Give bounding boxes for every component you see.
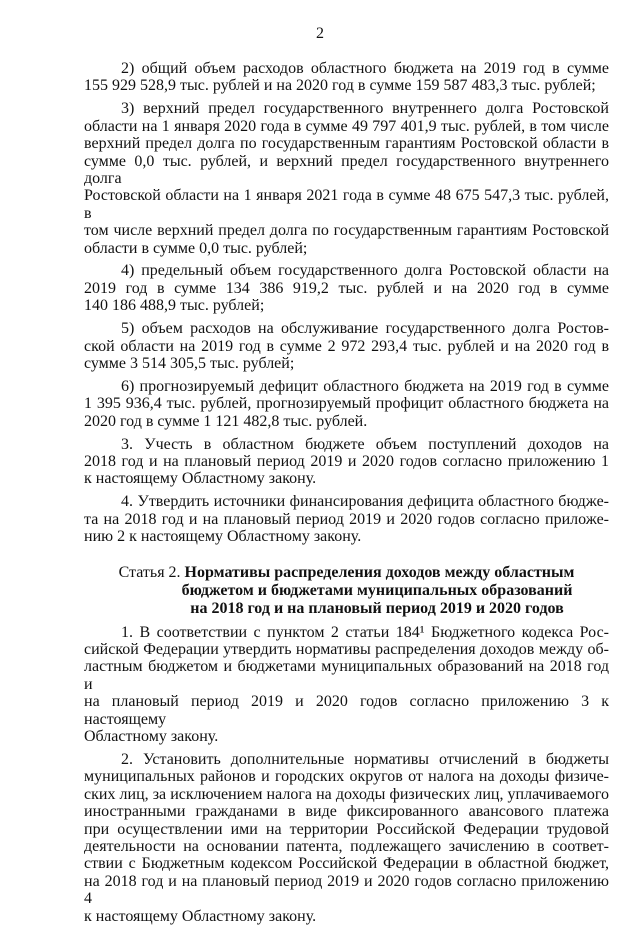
paragraph xyxy=(84,60,609,95)
text-line: к настоящему Областному закону. xyxy=(84,907,317,925)
heading-text: бюджетом и бюджетами муниципальных образований xyxy=(181,581,573,599)
heading-line xyxy=(84,564,609,582)
text-line: 140 186 488,9 тыс. рублей; xyxy=(84,297,265,315)
text-line: иностранными гражданами в виде фиксированного авансового платежа xyxy=(84,803,609,821)
text-line: Ростовской области на 1 января 2021 года в сумме 48 675 547,3 тыс. рублей, в xyxy=(84,187,609,222)
text-line: 6) прогнозируемый дефицит областного бюджета на 2019 год в сумме xyxy=(121,377,609,395)
heading-line xyxy=(145,600,609,618)
text-line: ластным бюджетом и бюджетами муниципальных образований на 2018 год и xyxy=(84,658,609,693)
text-line: Областному закону. xyxy=(84,728,219,745)
text-line: области на 1 января 2020 года в сумме 49 797 401,9 тыс. рублей, в том числе xyxy=(84,117,609,135)
text-line: 2018 год и на плановый период 2019 и 2020 годов согласно приложению 1 xyxy=(84,453,609,471)
paragraph xyxy=(84,436,609,488)
text-line: 1 395 936,4 тыс. рублей, прогнозируемый профицит областного бюджета на xyxy=(84,395,609,413)
text-line: сийской Федерации утвердить нормативы распределения доходов между об- xyxy=(84,640,609,658)
text-line: сумме 0,0 тыс. рублей, и верхний предел государственного внутреннего долга xyxy=(84,152,609,187)
paragraph xyxy=(84,624,609,746)
text-line: деятельности на основании патента, подлежащего зачислению в соответ- xyxy=(84,837,609,855)
paragraph xyxy=(84,493,609,545)
text-line: на плановый период 2019 и 2020 годов согласно приложению 3 к настоящему xyxy=(84,693,609,728)
text-line: та на 2018 год и на плановый период 2019 и 2020 годов согласно приложе- xyxy=(84,510,609,528)
text-line: 2020 год в сумме 1 121 482,8 тыс. рублей. xyxy=(84,412,368,430)
article-label: Статья 2. xyxy=(118,563,185,581)
heading-text: на 2018 год и на плановый период 2019 и 2020 годов xyxy=(190,599,564,617)
text-line: 1. В соответствии с пунктом 2 статьи 184¹ Бюджетного кодекса Рос- xyxy=(121,623,609,641)
article-heading xyxy=(84,564,609,618)
text-line: муниципальных районов и городских округов от налога на доходы физиче- xyxy=(84,768,609,786)
text-line: ствии с Бюджетным кодексом Российской Федерации в областной бюджет, xyxy=(84,855,609,873)
text-line: 2. Установить дополнительные нормативы отчислений в бюджеты xyxy=(121,750,609,768)
text-line: 2) общий объем расходов областного бюджета на 2019 год в сумме xyxy=(121,60,609,77)
document-body xyxy=(84,60,609,930)
paragraph xyxy=(84,320,609,372)
text-line: 3) верхний предел государственного внутреннего долга Ростовской xyxy=(121,100,609,118)
text-line: 4. Утвердить источники финансирования дефицита областного бюдже- xyxy=(121,493,609,511)
text-line: ских лиц, за исключением налога на доходы физических лиц, уплачиваемого xyxy=(84,785,609,803)
text-line: нию 2 к настоящему Областному закону. xyxy=(84,528,362,546)
paragraph xyxy=(84,378,609,430)
text-line: 4) предельный объем государственного долга Ростовской области на xyxy=(121,262,609,280)
text-line: ской области на 2019 год в сумме 2 972 293,4 тыс. рублей и на 2020 год в xyxy=(84,337,609,355)
text-line: на 2018 год и на плановый период 2019 и 2020 годов согласно приложению 4 xyxy=(84,872,609,908)
text-line: том числе верхний предел долга по государственным гарантиям Ростовской xyxy=(84,222,609,240)
paragraph xyxy=(84,751,609,925)
text-line: верхний предел долга по государственным гарантиям Ростовской области в xyxy=(84,135,609,153)
paragraph xyxy=(84,262,609,314)
text-line: сумме 3 514 305,5 тыс. рублей; xyxy=(84,355,295,372)
paragraph xyxy=(84,100,609,257)
text-line: области в сумме 0,0 тыс. рублей; xyxy=(84,239,308,257)
text-line: к настоящему Областному закону. xyxy=(84,470,317,488)
text-line: 3. Учесть в областном бюджете объем поступлений доходов на xyxy=(121,435,609,453)
heading-text: Нормативы распределения доходов между областным xyxy=(184,563,575,581)
text-line: 2019 год в сумме 134 386 919,2 тыс. рублей и на 2020 год в сумме xyxy=(84,279,609,297)
text-line: 5) объем расходов на обслуживание государственного долга Ростов- xyxy=(121,320,609,338)
page-number: 2 xyxy=(316,25,324,42)
text-line: при осуществлении ими на территории Российской Федерации трудовой xyxy=(84,820,609,838)
text-line: 155 929 528,9 тыс. рублей и на 2020 год в сумме 159 587 483,3 тыс. рублей; xyxy=(84,77,596,95)
heading-line xyxy=(145,582,609,600)
